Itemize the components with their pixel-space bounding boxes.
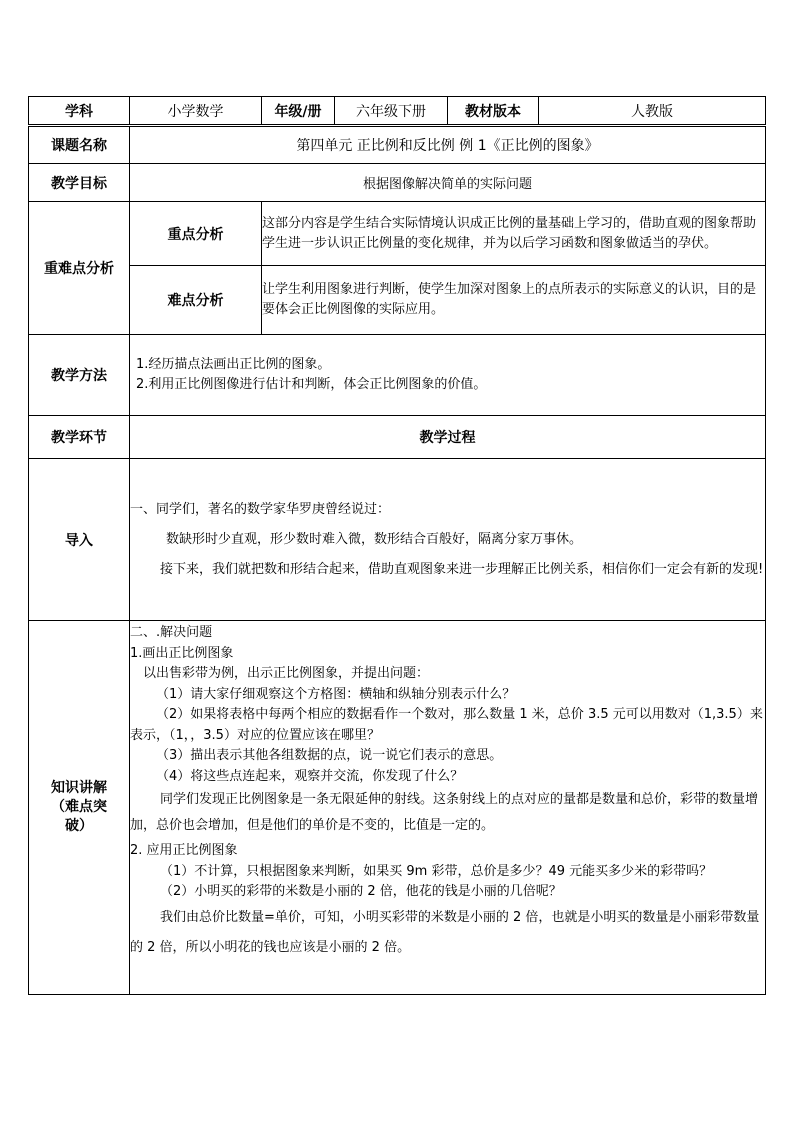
knowledge-line-9: 2. 应用正比例图象 bbox=[130, 843, 238, 858]
method-row bbox=[29, 335, 766, 416]
analysis-label: 重难点分析 bbox=[29, 202, 130, 335]
process-header-row bbox=[29, 416, 766, 459]
knowledge-label-line-2: （难点突 bbox=[51, 799, 107, 815]
knowledge-apply-2: （2）小明买的彩带的米数是小丽的 2 倍，他花的钱是小丽的几倍呢？ bbox=[160, 884, 562, 899]
knowledge-question-3: （3）描出表示其他各组数据的点，说一说它们表示的意思。 bbox=[156, 748, 503, 763]
intro-line-3: 接下来，我们就把数和形结合起来，借助直观图象来进一步理解正比例关系，相信你们一定会有新的发现! bbox=[160, 561, 764, 577]
goal-label: 教学目标 bbox=[29, 164, 130, 202]
method-line-2: 2.利用正比例图像进行估计和判断，体会正比例图象的价值。 bbox=[136, 377, 487, 392]
difficult-analysis-label: 难点分析 bbox=[130, 266, 262, 335]
difficult-analysis-text: 让学生利用图象进行判断，使学生加深对图象上的点所表示的实际意义的认识，目的是要体会正比例图像的实际应用。 bbox=[262, 266, 766, 335]
topic-label: 课题名称 bbox=[29, 126, 130, 164]
knowledge-question-2: （2）如果将表格中每两个相应的数据看作一个数对，那么数量 1 米，总价 3.5 元可以用数对（1,3.5）来表示，（1，，3.5）对应的位置应该在哪里？ bbox=[130, 707, 763, 743]
intro-line-1: 一、同学们，著名的数学家华罗庚曾经说过： bbox=[130, 501, 391, 517]
key-analysis-label: 重点分析 bbox=[130, 202, 262, 266]
intro-line-2: 数缺形时少直观，形少数时难入微，数形结合百般好，隔离分家万事休。 bbox=[166, 531, 583, 547]
knowledge-finding: 同学们发现正比例图象是一条无限延伸的射线。这条射线上的点对应的量都是数量和总价，彩带的数量增加，总价也会增加，但是他们的单价是不变的，比值是一定的。 bbox=[130, 792, 759, 833]
method-line-1: 1.经历描点法画出正比例的图象。 bbox=[136, 357, 331, 372]
topic-value: 第四单元 正比例和反比例 例 1《正比例的图象》 bbox=[130, 126, 766, 164]
knowledge-apply-1: （1）不计算，只根据图象来判断，如果买 9m 彩带，总价是多少？49 元能买多少米的彩带吗？ bbox=[160, 863, 713, 879]
knowledge-label-line-1: 知识讲解 bbox=[51, 780, 107, 796]
intro-label: 导入 bbox=[29, 459, 130, 621]
knowledge-label-line-3: 破） bbox=[65, 818, 93, 834]
knowledge-line-2: 1.画出正比例图象 bbox=[130, 645, 234, 661]
key-analysis-text: 这部分内容是学生结合实际情境认识成正比例的量基础上学习的，借助直观的图象帮助学生进一步认识正比例量的变化规律，并为以后学习函数和图象做适当的孕伏。 bbox=[262, 202, 766, 266]
goal-value: 根据图像解决简单的实际问题 bbox=[130, 164, 766, 202]
knowledge-row bbox=[29, 621, 766, 995]
topic-row bbox=[29, 126, 766, 164]
intro-row bbox=[29, 459, 766, 621]
difficult-analysis-row bbox=[29, 266, 766, 335]
intro-content bbox=[130, 459, 766, 621]
knowledge-conclusion: 我们由总价比数量=单价，可知，小明买彩带的米数是小丽的 2 倍，也就是小明买的数量是小丽彩带数量的 2 倍，所以小明花的钱也应该是小丽的 2 倍。 bbox=[130, 909, 760, 955]
grade-label: 年级/册 bbox=[262, 97, 335, 126]
stage-label: 教学环节 bbox=[29, 416, 130, 459]
method-content bbox=[130, 335, 766, 416]
subject-value: 小学数学 bbox=[130, 97, 262, 126]
method-label: 教学方法 bbox=[29, 335, 130, 416]
knowledge-question-1: （1）请大家仔细观察这个方格图：横轴和纵轴分别表示什么？ bbox=[156, 686, 516, 702]
header-row bbox=[29, 97, 766, 126]
process-label: 教学过程 bbox=[130, 416, 766, 459]
edition-label: 教材版本 bbox=[448, 97, 539, 126]
lesson-plan-table bbox=[28, 96, 766, 995]
knowledge-line-3: 以出售彩带为例，出示正比例图象，并提出问题： bbox=[143, 666, 430, 681]
subject-label: 学科 bbox=[29, 97, 130, 126]
knowledge-line-1: 二、.解决问题 bbox=[130, 625, 213, 640]
grade-value: 六年级下册 bbox=[335, 97, 448, 126]
edition-value: 人教版 bbox=[539, 97, 766, 126]
knowledge-content bbox=[130, 621, 766, 995]
knowledge-question-4: （4）将这些点连起来，观察并交流，你发现了什么？ bbox=[156, 768, 464, 784]
goal-row bbox=[29, 164, 766, 202]
key-analysis-row bbox=[29, 202, 766, 266]
knowledge-label bbox=[29, 621, 130, 995]
